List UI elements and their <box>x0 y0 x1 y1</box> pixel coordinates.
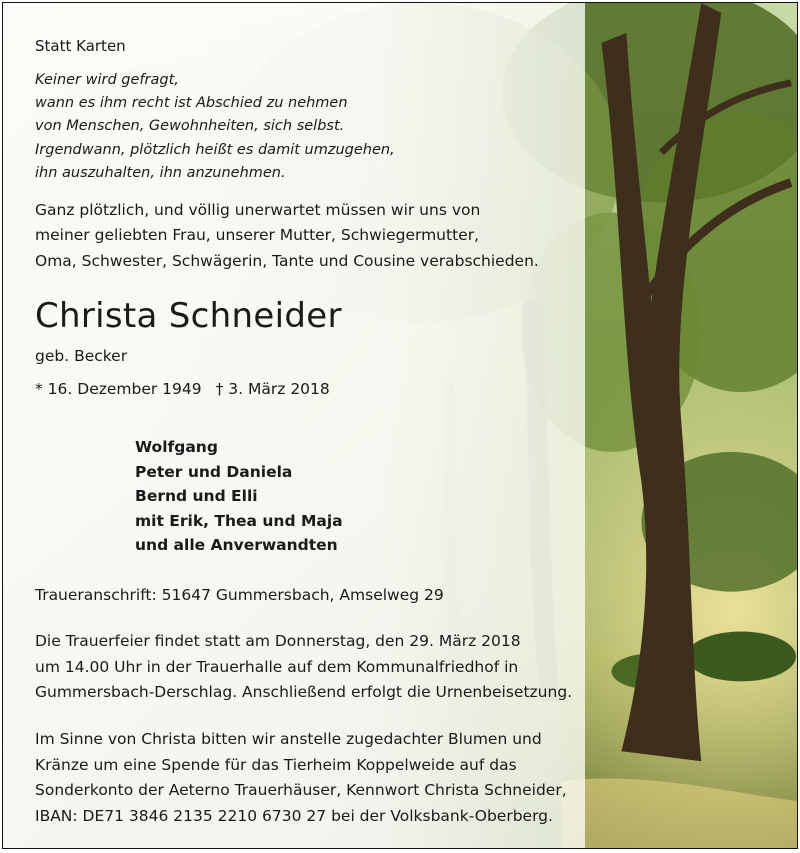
family-line: Peter und Daniela <box>135 462 293 481</box>
donation-info <box>35 727 567 829</box>
intro-text <box>35 198 539 274</box>
poem-line: Irgendwann, plötzlich heißt es damit umzugehen, <box>35 141 395 158</box>
family-members <box>135 435 343 558</box>
mourning-address: Traueranschrift: 51647 Gummersbach, Amselweg 29 <box>35 586 444 604</box>
birth-date: * 16. Dezember 1949 <box>35 380 202 398</box>
donation-line: IBAN: DE71 3846 2135 2210 6730 27 bei der Volksbank-Oberberg. <box>35 806 553 825</box>
poem-line: Keiner wird gefragt, <box>35 72 179 88</box>
family-line: Wolfgang <box>135 438 218 456</box>
donation-line: Sonderkonto der Aeterno Trauerhäuser, Kennwort Christa Schneider, <box>35 781 567 799</box>
ceremony-line: Gummersbach-Derschlag. Anschließend erfolgt die Urnenbeisetzung. <box>35 683 573 701</box>
life-dates <box>35 380 330 398</box>
donation-line: Im Sinne von Christa bitten wir anstelle zugedachter Blumen und <box>35 730 542 748</box>
header-statt-karten: Statt Karten <box>35 37 126 55</box>
ceremony-line: Die Trauerfeier findet statt am Donnerstag, den 29. März 2018 <box>35 632 521 650</box>
death-date: † 3. März 2018 <box>215 380 330 398</box>
family-line: Bernd und Elli <box>135 487 258 505</box>
ceremony-info <box>35 629 572 706</box>
donation-line: Kränze um eine Spende für das Tierheim Koppelweide auf das <box>35 755 517 774</box>
deceased-name: Christa Schneider <box>35 296 342 336</box>
poem-line: wann es ihm recht ist Abschied zu nehmen <box>35 95 348 112</box>
intro-line: Ganz plötzlich, und völlig unerwartet müssen wir uns von <box>35 201 481 219</box>
obituary-notice <box>2 2 798 849</box>
poem-line: ihn auszuhalten, ihn anzunehmen. <box>35 164 286 181</box>
family-line: mit Erik, Thea und Maja <box>135 511 343 530</box>
intro-line: Oma, Schwester, Schwägerin, Tante und Cousine verabschieden. <box>35 251 539 270</box>
family-line: und alle Anverwandten <box>135 536 338 554</box>
poem <box>35 69 395 185</box>
maiden-name: geb. Becker <box>35 347 128 365</box>
ceremony-line: um 14.00 Uhr in der Trauerhalle auf dem Kommunalfriedhof in <box>35 657 519 676</box>
poem-line: von Menschen, Gewohnheiten, sich selbst. <box>35 118 345 135</box>
intro-line: meiner geliebten Frau, unserer Mutter, Schwiegermutter, <box>35 226 479 245</box>
